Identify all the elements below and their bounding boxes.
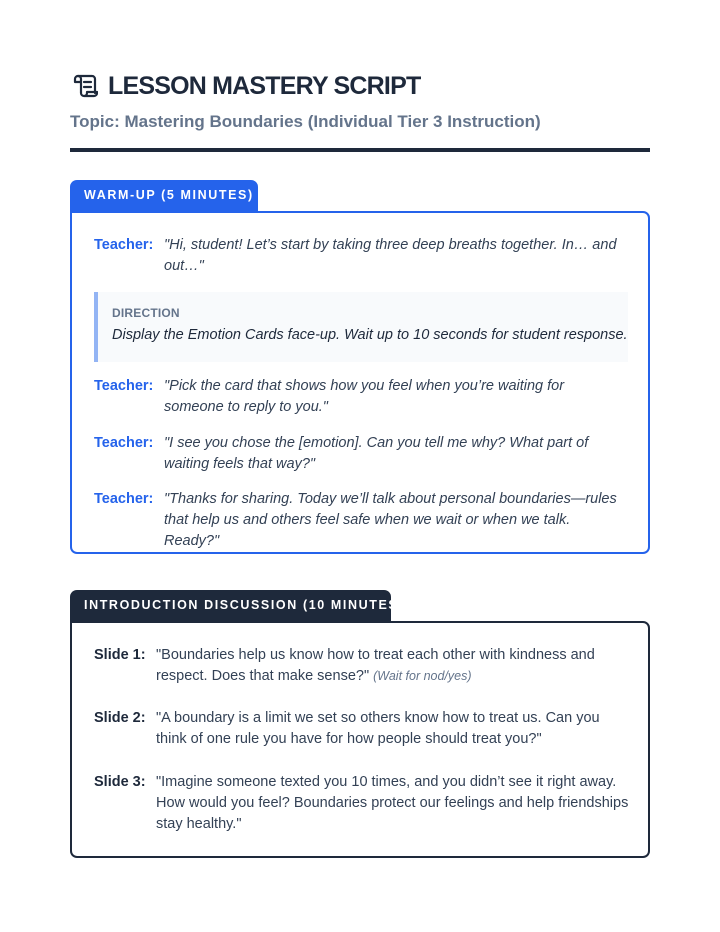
page-subtitle: Topic: Mastering Boundaries (Individual Tier 3 Instruction) (70, 112, 541, 131)
teacher-quote: "Pick the card that shows how you feel when you’re waiting for someone to reply to you." (164, 378, 565, 415)
direction-text: Display the Emotion Cards face-up. Wait up to 10 seconds for student response. (112, 327, 628, 343)
direction-label: DIRECTION (112, 306, 180, 320)
slide-label: Slide 3: (94, 774, 146, 790)
slide-label: Slide 2: (94, 710, 146, 726)
speaker-label: Teacher: (94, 491, 154, 507)
warmup-section (70, 211, 650, 554)
teacher-quote: "I see you chose the [emotion]. Can you tell me why? What part of waiting feels that way?" (164, 435, 589, 472)
header-divider (70, 148, 650, 152)
direction-callout (94, 292, 628, 362)
slide-script (156, 645, 630, 687)
intro-section-tab: INTRODUCTION DISCUSSION (10 MINUTES) (70, 590, 391, 623)
teacher-quote: "Thanks for sharing. Today we’ll talk about personal boundaries—rules that help us and others feel safe when we wait or when we talk. Ready?" (164, 491, 617, 549)
slide-quote: "Imagine someone texted you 10 times, and you didn’t see it right away. How would you feel? Boundaries protect our feelings and help friendships stay healthy." (156, 774, 629, 832)
intro-section (70, 621, 650, 858)
page-title: LESSON MASTERY SCRIPT (108, 71, 421, 100)
speaker-label: Teacher: (94, 237, 154, 253)
slide-note: (Wait for nod/yes) (373, 669, 472, 683)
slide-quote: "Boundaries help us know how to treat each other with kindness and respect. Does that make sense?" (156, 647, 595, 684)
scroll-document-icon (70, 72, 98, 100)
title-row (70, 70, 420, 102)
speaker-label: Teacher: (94, 435, 154, 451)
slide-quote: "A boundary is a limit we set so others know how to treat us. Can you think of one rule you have for how people should treat you?" (156, 710, 600, 747)
speaker-label: Teacher: (94, 378, 154, 394)
warmup-section-tab: WARM-UP (5 MINUTES) (70, 180, 258, 213)
teacher-quote: "Hi, student! Let’s start by taking three deep breaths together. In… and out…" (164, 237, 617, 274)
slide-label: Slide 1: (94, 647, 146, 663)
